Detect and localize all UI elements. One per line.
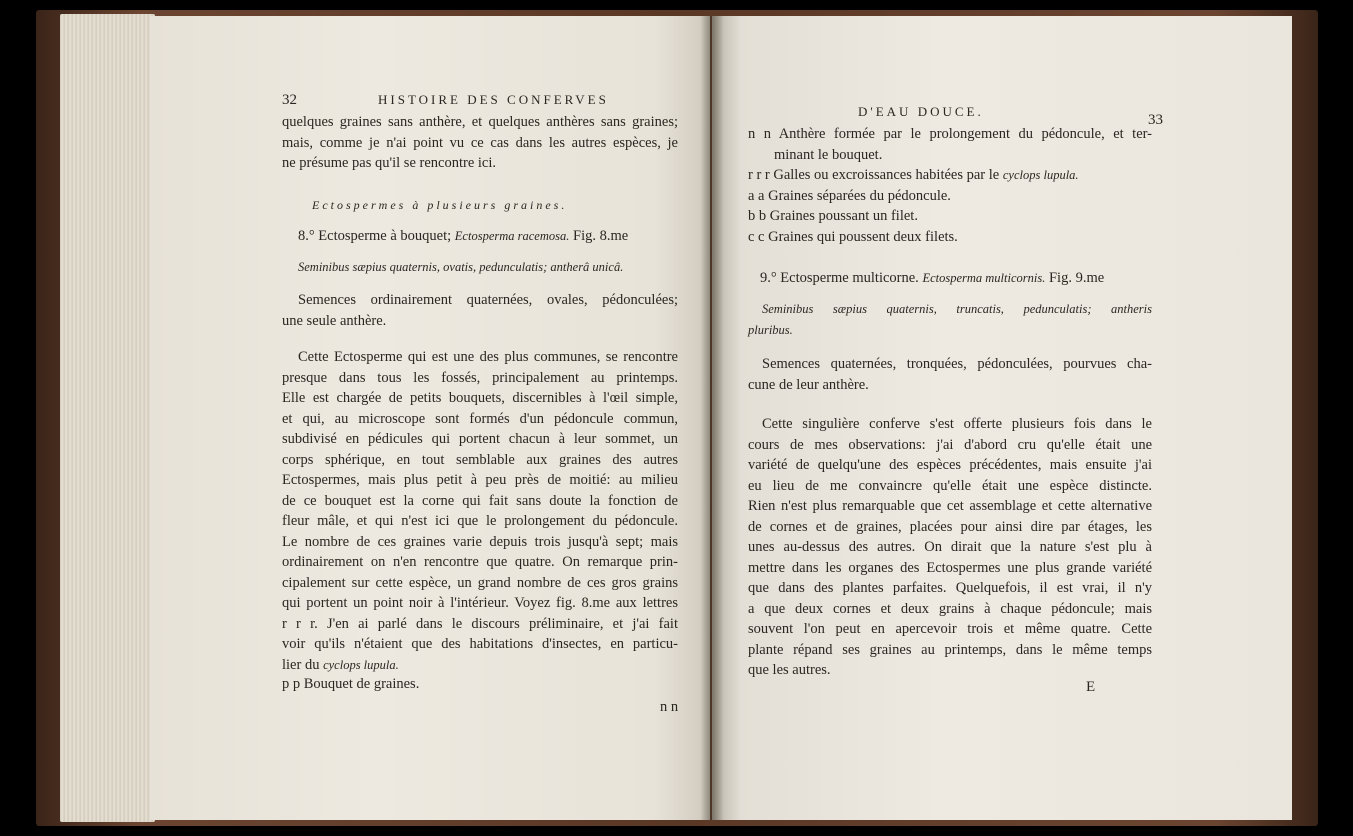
text-line: de ce bouquet est la corne qui fait sans doute la fonction de [282, 492, 678, 509]
text-line: presque dans tous les fossés, principalement au printemps. [282, 369, 678, 386]
text-line [282, 657, 399, 673]
right-page [712, 16, 1292, 820]
text-line: Cette singulière conferve s'est offerte plusieurs fois dans le [762, 416, 1152, 432]
species-latin: Ectosperma racemosa. [454, 229, 570, 243]
text-line: cune de leur anthère. [748, 376, 869, 393]
page-number: 33 [1148, 112, 1163, 128]
intro-paragraph [282, 112, 678, 174]
legend-italic: cyclops lupula. [1002, 168, 1079, 182]
legend-line: n n Anthère formée par le prolongement du pédoncule, et ter- [748, 126, 1152, 142]
text-line: subdivisé en pédicules qui portent chacun à leur sommet, un [282, 431, 678, 447]
running-head: D'EAU DOUCE. [858, 104, 984, 119]
text-line: variété de quelqu'une des espèces précédentes, mais ensuite j'ai [748, 457, 1152, 473]
book-gutter [700, 16, 724, 820]
text-fragment-italic: cyclops lupula. [323, 657, 399, 672]
section-heading: Ectospermes à plusieurs graines. [312, 198, 568, 212]
text-line: mais, comme je n'ai point vu ce cas dans les autres espèces, je [282, 134, 678, 151]
text-line: Semences ordinairement quaternées, ovales, pédonculées; [298, 292, 678, 308]
text-line: souvent l'on peut en apercevoir trois et même quatre. Cette [748, 621, 1152, 637]
text-line: Rien n'est plus remarquable que cet assemblage et cette alternative [748, 498, 1152, 514]
text-line: r r r. J'en ai parlé dans le discours préliminaire, et j'ai fait [282, 615, 678, 632]
text-line: de cornes et de graines, placées pour ainsi dire par étages, les [748, 518, 1152, 535]
text-line: Seminibus sæpius quaternis, truncatis, pedunculatis; antheris [762, 302, 1152, 316]
text-line: corps sphérique, en tout semblable aux graines des autres [282, 451, 678, 468]
legend-pp: p p Bouquet de graines. [282, 676, 420, 692]
species-heading [760, 270, 1104, 287]
legend-line [748, 165, 1152, 186]
text-line: et qui, au microscope sont formés d'un pédoncule commun, [282, 410, 678, 427]
text-line: Elle est chargée de petits bouquets, discernibles à l'œil simple, [282, 390, 678, 406]
text-line: voir qu'ils n'étaient que des habitations d'insectes, en particu- [282, 636, 678, 652]
text-line: quelques graines sans anthère, et quelques anthères sans graines; [282, 114, 678, 130]
text-line: a que deux cornes et deux grains à chaque pédoncule; mais [748, 600, 1152, 617]
text-line: mettre dans les organes des Ectospermes une plus grande variété [748, 559, 1152, 576]
legend-line: c c Graines qui poussent deux filets. [748, 228, 958, 245]
latin-description [748, 299, 1152, 340]
text-line: cours de mes observations: j'ai d'abord cru qu'elle était une [748, 436, 1152, 453]
text-line: unes au-dessus des autres. On dirait que la nature s'est plu à [748, 539, 1152, 555]
text-line: eu lieu de me convaincre qu'elle était une espèce distincte. [748, 477, 1152, 494]
body-paragraph [748, 414, 1152, 681]
figure-ref: Fig. 9.me [1048, 270, 1105, 286]
french-description [748, 354, 1152, 395]
catchword: n n [660, 699, 679, 715]
running-head: HISTOIRE DES CONFERVES [378, 92, 609, 107]
text-line: cipalement sur cette espèce, un grand nombre de ces gros grains [282, 574, 678, 591]
latin-description: Seminibus sæpius quaternis, ovatis, pedunculatis; antherâ unicâ. [298, 260, 624, 274]
french-description [282, 290, 678, 331]
text-line: plante répand ses graines au printemps, dans le même temps [748, 641, 1152, 658]
text-fragment: lier du [282, 656, 320, 673]
legend-text: r r r Galles ou excroissances habitées par le [748, 167, 1000, 183]
text-line: ordinairement on n'en rencontre que quatre. On remarque prin- [282, 554, 678, 570]
text-line: une seule anthère. [282, 312, 387, 329]
text-line: Le nombre de ces graines varie depuis trois jusqu'à sept; mais [282, 533, 678, 550]
legend-line: b b Graines poussant un filet. [748, 208, 918, 224]
text-line: Ectospermes, mais plus petit à peu près de moitié: au milieu [282, 472, 678, 488]
legend-line: a a Graines séparées du pédoncule. [748, 187, 951, 204]
page-number: 32 [282, 92, 297, 108]
text-line: qui portent un point noir à l'intérieur. Voyez fig. 8.me aux lettres [282, 595, 678, 611]
text-line: fleur mâle, et qui n'est ici que le prolongement du pédoncule. [282, 513, 678, 529]
text-line: Semences quaternées, tronquées, pédonculées, pourvues cha- [762, 356, 1152, 372]
figure-ref: Fig. 8.me [573, 228, 629, 244]
species-latin: Ectosperma multicornis. [922, 271, 1046, 285]
text-line: que dans des plantes parfaites. Quelquefois, il est vrai, il n'y [748, 580, 1152, 596]
figure-legend [748, 124, 1152, 247]
text-line: Cette Ectosperme qui est une des plus communes, se rencontre [298, 349, 678, 365]
page-edges [60, 14, 155, 822]
text-line: pluribus. [748, 322, 793, 337]
body-paragraph [282, 347, 678, 675]
species-title: 9.° Ectosperme multicorne. [760, 270, 919, 286]
text-line: que les autres. [748, 662, 831, 678]
legend-line: minant le bouquet. [774, 146, 883, 163]
species-heading [298, 228, 628, 245]
left-page [150, 16, 710, 820]
text-line: ne présume pas qu'il se rencontre ici. [282, 155, 496, 171]
signature-mark: E [1086, 679, 1096, 695]
species-title: 8.° Ectosperme à bouquet; [298, 228, 452, 244]
